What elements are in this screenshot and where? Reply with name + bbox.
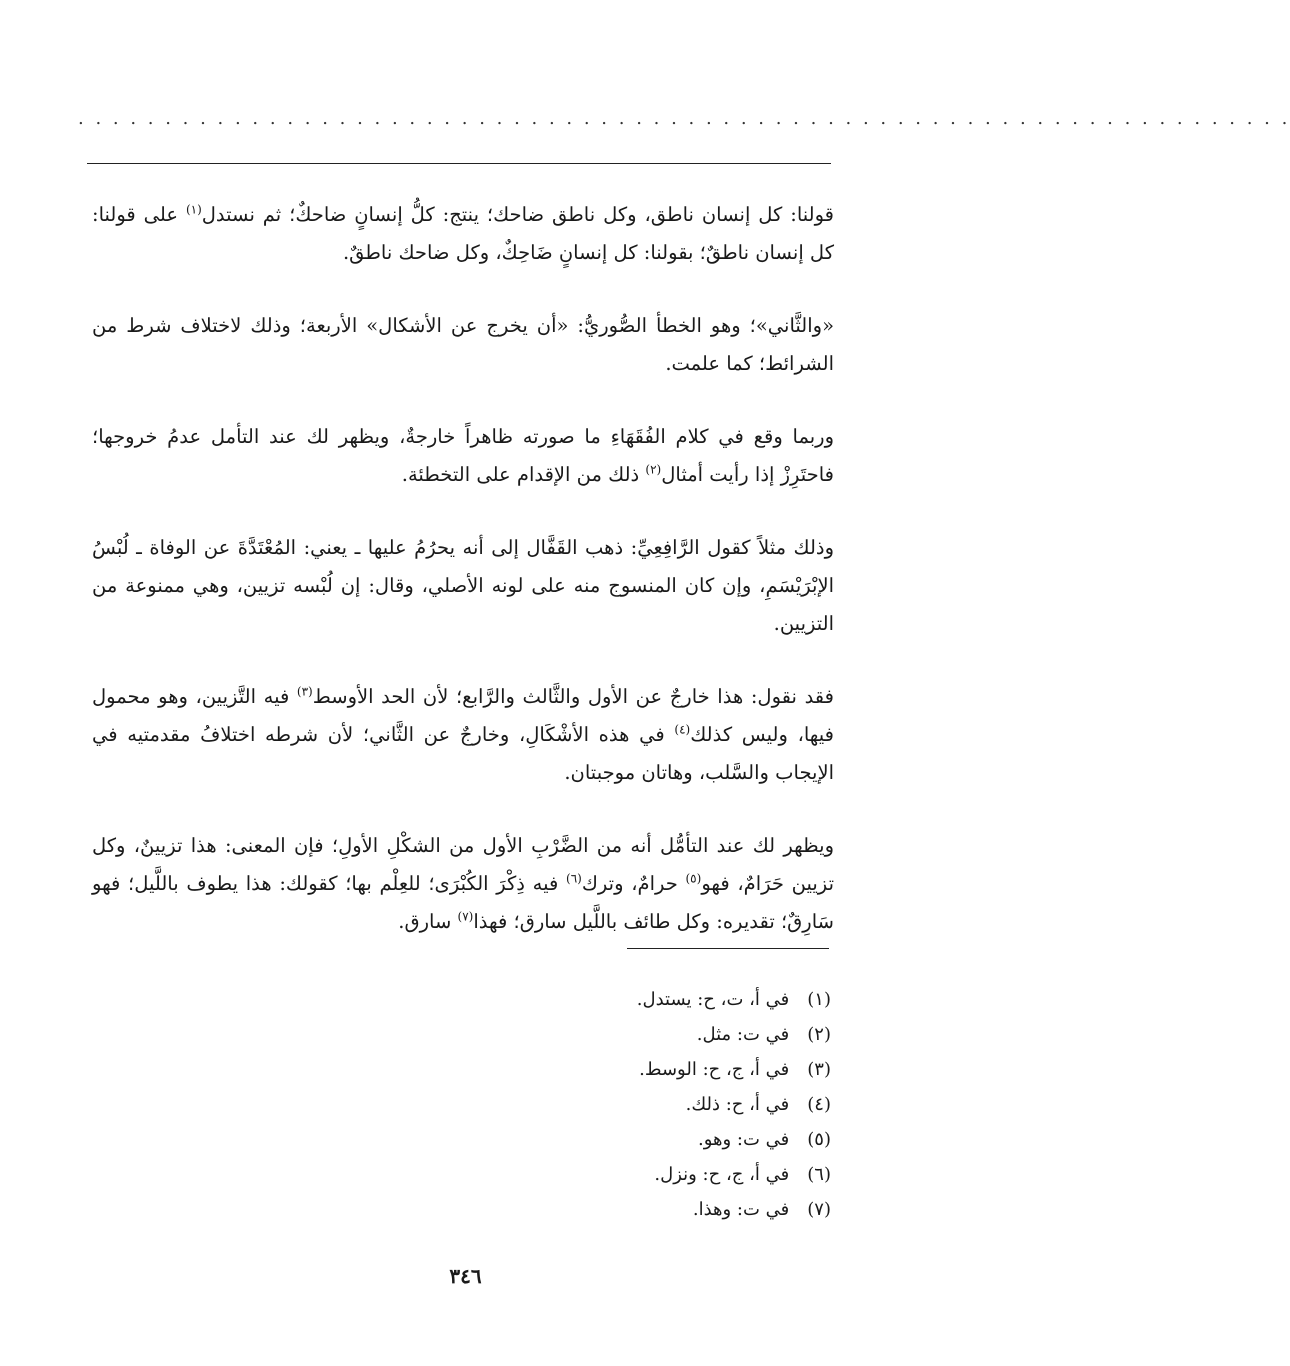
footnote-3 — [331, 1052, 831, 1087]
footnote-ref-6[interactable]: (٦) — [566, 871, 582, 886]
footnote-text: في أ، ج، ح: الوسط. — [639, 1059, 790, 1080]
footnote-number: (٥) — [807, 1129, 831, 1150]
page-number: ٣٤٦ — [449, 1264, 482, 1288]
paragraph-6: ويظهر لك عند التأمُّل أنه من الضَّرْبِ الأول من الشكْلِ الأولِ؛ فإن المعنى: هذا تزيينٌ، وكل تزيين حَرَامٌ، فهو$^{(٥)}$ حرامٌ، وترك$^{(٦)}$ فيه ذِكْرَ الكُبْرَى؛ للعِلْم بها؛ كقولك: هذا يطوف باللَّيل؛ فهو سَارِقٌ؛ تقديره: وكل طائف باللَّيل سارق؛ فهذا$^{(٧)}$ سارق. — [92, 834, 834, 933]
footnote-ref-2[interactable]: (٢) — [645, 462, 662, 477]
running-header-dots: . . . . . . . . . . . . . . . . . . . . . . . . . . . . . . . . . . . . . . . . . . . . . . . . . . . . . . . . . . . . . . . . . . . . . . — [78, 108, 1290, 129]
paragraph-1: قولنا: كل إنسان ناطق، وكل ناطق ضاحك؛ ينتج: كلُّ إنسانٍ ضاحكٌ؛ ثم نستدل$^{(١)}$ على قولنا: كل إنسان ناطقٌ؛ بقولنا: كل إنسانٍ ضَاحِكٌ، وكل ضاحك ناطقٌ. — [92, 202, 834, 264]
footnote-text: في ت: وهذا. — [692, 1199, 790, 1220]
footnote-7 — [331, 1192, 831, 1227]
paragraph-4: وذلك مثلاً كقول الرَّافِعِيِّ: ذهب القَفَّال إلى أنه يحرُمُ عليها ـ يعني: المُعْتَدَّةَ عن الوفاة ـ لُبْسُ الإبْرَيْسَمِ، وإن كان المنسوج منه على لونه الأصلي، وقال: إن لُبْسه تزيين، وهي ممنوعة من التزيين. — [92, 536, 834, 635]
footnote-separator — [627, 948, 829, 949]
footnote-number: (٣) — [807, 1059, 831, 1080]
footnote-4 — [331, 1087, 831, 1122]
footnote-number: (٢) — [807, 1024, 831, 1045]
header-rule — [87, 163, 831, 164]
paragraph-2: «والثَّاني»؛ وهو الخطأ الصُّوريُّ: «أن يخرج عن الأشكال» الأربعة؛ وذلك لاختلاف شرط من الشرائط؛ كما علمت. — [92, 314, 834, 375]
footnote-text: في ت: مثل. — [696, 1024, 790, 1045]
footnote-2 — [331, 1017, 831, 1052]
footnote-text: في أ، ح: ذلك. — [685, 1094, 790, 1115]
footnote-ref-1[interactable]: (١) — [185, 202, 202, 217]
footnote-ref-4[interactable]: (٤) — [674, 722, 691, 737]
paragraph-5: فقد نقول: هذا خارجٌ عن الأول والثَّالث والرَّابع؛ لأن الحد الأوسط$^{(٣)}$ فيه التَّزيين، وهو محمول فيها، وليس كذلك$^{(٤)}$ في هذه الأشْكَالِ، وخارجٌ عن الثَّاني؛ لأن شرطه اختلافُ مقدمتيه في الإيجاب والسَّلب، وهاتان موجبتان. — [92, 684, 835, 784]
footnote-number: (٤) — [807, 1094, 831, 1115]
footnote-text: في أ، ج، ح: ونزل. — [654, 1164, 790, 1185]
footnote-number: (١) — [807, 989, 831, 1010]
footnote-number: (٧) — [807, 1199, 831, 1220]
footnote-ref-5[interactable]: (٥) — [685, 871, 702, 886]
footnote-text: في ت: وهو. — [698, 1129, 790, 1150]
main-text — [92, 196, 834, 976]
footnote-text: في أ، ت، ح: يستدل. — [636, 989, 790, 1010]
footnote-ref-7[interactable]: (٧) — [457, 909, 474, 924]
footnote-ref-3[interactable]: (٣) — [296, 684, 313, 699]
footnote-1 — [331, 982, 831, 1017]
footnote-number: (٦) — [807, 1164, 831, 1185]
footnotes-list — [331, 982, 831, 1227]
footnote-5 — [331, 1122, 831, 1157]
paragraph-3: وربما وقع في كلام الفُقَهَاءِ ما صورته ظاهراً خارجةٌ، ويظهر لك عند التأمل عدمُ خروجها؛ فاحتَرِزْ إذا رأيت أمثال$^{(٢)}$ ذلك من الإقدام على التخطئة. — [92, 425, 834, 486]
footnote-6 — [331, 1157, 831, 1192]
